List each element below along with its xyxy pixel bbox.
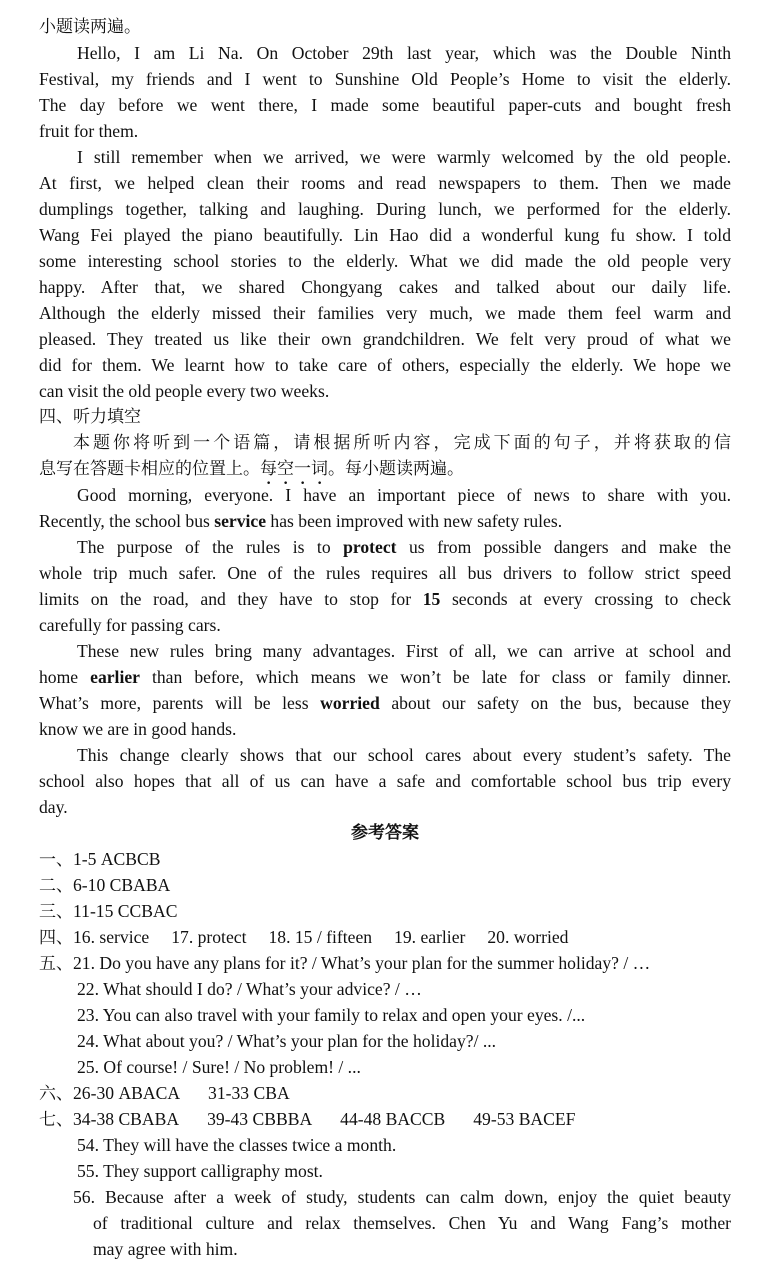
section-4-heading: 四、听力填空: [39, 407, 141, 427]
text-line: carefully for passing cars.: [39, 615, 221, 635]
emphasis-dotted-text: 每空一词: [260, 459, 328, 479]
listening-paragraph-3: [39, 638, 731, 742]
answer-keyword: earlier: [90, 667, 140, 687]
text-line: happy. After that, we shared Chongyang cakes and talked about our daily life.: [39, 277, 731, 297]
listening-paragraph-2: [39, 534, 731, 638]
text-line: The day before we went there, I made some beautiful paper-cuts and bought fresh: [39, 95, 731, 115]
answer-subitem: 55. They support calligraphy most.: [77, 1161, 323, 1181]
text-line: pleased. They treated us like their own grandchildren. We felt very proud of what we: [39, 329, 731, 349]
answer-row: 三、11-15 CCBAC: [39, 901, 178, 922]
answer-row: 一、1-5 ACBCB: [39, 849, 161, 870]
passage-1-paragraph: [39, 40, 731, 144]
answer-subitem: may agree with him.: [93, 1239, 238, 1259]
answer-keyword: 15: [422, 589, 441, 609]
answer-row: 四、16. service 17. protect 18. 15 / fifteen 19. earlier 20. worried: [39, 927, 569, 948]
answer-subitem: 25. Of course! / Sure! / No problem! / ...: [77, 1057, 361, 1077]
text-line: The purpose of the rules is to protect us from possible dangers and make the: [77, 537, 731, 557]
text-line: know we are in good hands.: [39, 719, 237, 739]
text-line: limits on the road, and they have to stop for 15 seconds at every crossing to check: [39, 589, 731, 609]
text-line: Festival, my friends and I went to Sunshine Old People’s Home to visit the elderly.: [39, 69, 731, 89]
text-line: These new rules bring many advantages. First of all, we can arrive at school and: [77, 641, 731, 661]
answer-row: 五、21. Do you have any plans for it? / What’s your plan for the summer holiday? / …: [39, 953, 651, 974]
text-line: day.: [39, 797, 68, 817]
listening-paragraph-4: [39, 742, 731, 820]
text-line: some interesting school stories to the elderly. What we did made the old people very: [39, 251, 731, 271]
text-line: school also hopes that all of us can have a safe and comfortable school bus trip every: [39, 771, 731, 791]
answer-subitem: of traditional culture and relax themselves. Chen Yu and Wang Fang’s mother: [93, 1213, 731, 1233]
text-line: whole trip much safer. One of the rules requires all bus drivers to follow strict speed: [39, 563, 731, 583]
text-line: dumplings together, talking and laughing. During lunch, we performed for the elderly.: [39, 199, 731, 219]
answer-subitem: 23. You can also travel with your family to relax and open your eyes. /...: [77, 1005, 586, 1025]
text-line: can visit the old people every two weeks.: [39, 381, 330, 401]
text-line: home earlier than before, which means we won’t be late for class or family dinner.: [39, 667, 731, 687]
passage-2-paragraph: [39, 144, 731, 404]
answer-keyword: worried: [320, 693, 380, 713]
text-line: fruit for them.: [39, 121, 139, 141]
text-line: I still remember when we arrived, we were warmly welcomed by the old people.: [77, 147, 731, 167]
section-4-instruction-line: 本题你将听到一个语篇，请根据所听内容，完成下面的句子，并将获取的信: [73, 433, 731, 453]
answer-row: 六、26-30 ABACA 31-33 CBA: [39, 1083, 290, 1104]
text-line: This change clearly shows that our school cares about every student’s safety. The: [77, 745, 731, 765]
answers-title: 参考答案: [351, 823, 419, 843]
answer-subitem: 56. Because after a week of study, students can calm down, enjoy the quiet beauty: [73, 1187, 731, 1207]
instruction-tail: 小题读两遍。: [39, 17, 141, 37]
text-line: Recently, the school bus service has been improved with new safety rules.: [39, 511, 563, 531]
answer-keyword: service: [214, 511, 267, 531]
answer-subitem: 22. What should I do? / What’s your advice? / …: [77, 979, 422, 999]
text-line: Hello, I am Li Na. On October 29th last year, which was the Double Ninth: [77, 43, 731, 63]
text-line: What’s more, parents will be less worried about our safety on the bus, because they: [39, 693, 731, 713]
answer-row: 二、6-10 CBABA: [39, 875, 171, 896]
section-4-instruction-line: 息写在答题卡相应的位置上。每空一词。每小题读两遍。: [39, 459, 464, 479]
answer-subitem: 54. They will have the classes twice a month.: [77, 1135, 397, 1155]
document-page: [39, 14, 731, 1262]
text-line: Good morning, everyone. I have an important piece of news to share with you.: [77, 485, 731, 505]
answer-subitem: 24. What about you? / What’s your plan for the holiday?/ ...: [77, 1031, 497, 1051]
answer-row: 七、34-38 CBABA 39-43 CBBBA 44-48 BACCB 49-53 BACEF: [39, 1109, 576, 1130]
text-line: At first, we helped clean their rooms and read newspapers to them. Then we made: [39, 173, 731, 193]
listening-paragraph-1: [39, 482, 731, 534]
text-line: did for them. We learnt how to take care of others, especially the elderly. We hope we: [39, 355, 731, 375]
answer-keyword: protect: [343, 537, 397, 557]
text-line: Although the elderly missed their families very much, we made them feel warm and: [39, 303, 731, 323]
text-line: Wang Fei played the piano beautifully. Lin Hao did a wonderful kung fu show. I told: [39, 225, 731, 245]
